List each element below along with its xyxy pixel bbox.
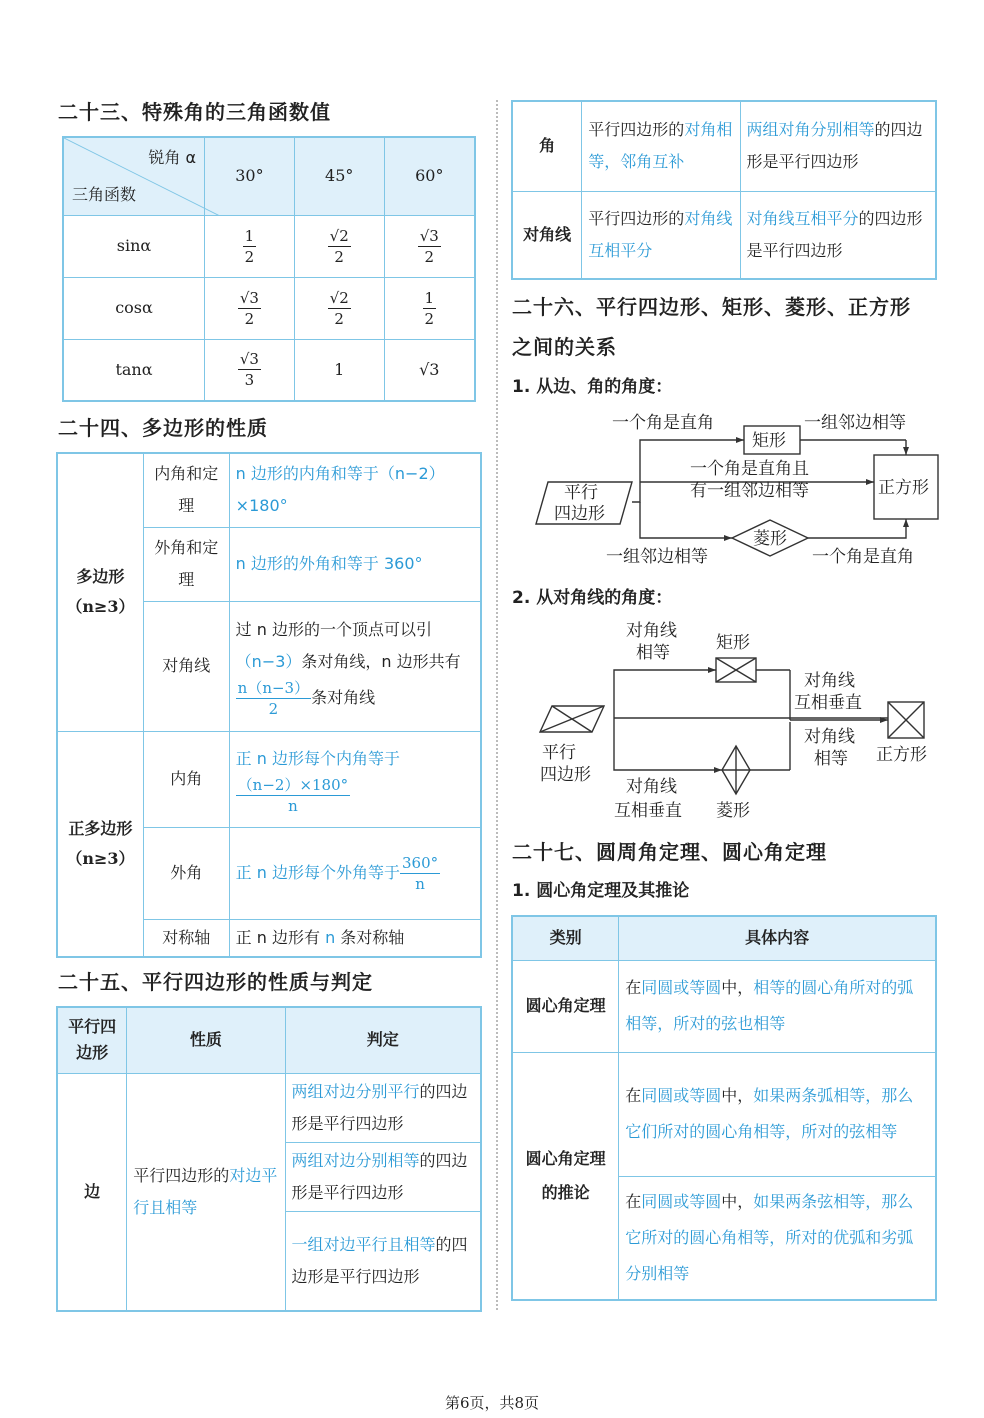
symmetry-text: 正 n 边形有 bbox=[235, 927, 326, 947]
section-27-sub1: 1. 圆心角定理及其推论 bbox=[512, 881, 690, 901]
exterior-angle-sum-text: n 边形的外角和等于 360° bbox=[229, 527, 481, 601]
fraction-denominator: n bbox=[415, 874, 425, 893]
angle-criterion-cell bbox=[740, 101, 936, 191]
content-highlight: 同圆或等圆 bbox=[641, 978, 722, 997]
row-label: 对称轴 bbox=[143, 919, 229, 957]
criterion-highlight: 两组对边分别相等 bbox=[291, 1150, 420, 1170]
side-property-text: 平行四边形的 bbox=[133, 1165, 230, 1185]
content-text: 在 bbox=[625, 1086, 642, 1105]
header-parallelogram: 平行四边形 bbox=[57, 1007, 127, 1073]
para-label: 四边形 bbox=[540, 765, 591, 785]
edge-label: 对角线 bbox=[804, 727, 855, 747]
corollary-label: 圆心角定理的推论 bbox=[512, 1052, 619, 1300]
fraction-denominator: 2 bbox=[244, 309, 255, 328]
diagonal-property-text: 平行四边形的 bbox=[588, 208, 685, 228]
trig-fraction bbox=[243, 226, 257, 267]
parallelogram-table-left bbox=[56, 1006, 482, 1312]
side-criterion-3 bbox=[285, 1211, 481, 1311]
central-angle-table bbox=[511, 915, 937, 1301]
rect-label: 矩形 bbox=[752, 431, 786, 451]
trig-fn-label: sinα bbox=[63, 215, 205, 277]
corollary-content-1 bbox=[619, 1052, 936, 1176]
edge-label: 有一组邻边相等 bbox=[690, 481, 809, 501]
side-criterion-2 bbox=[285, 1142, 481, 1211]
para-label: 平行 bbox=[542, 743, 576, 763]
polygon-condition: （n≥3） bbox=[66, 597, 135, 617]
interior-angle-text: 正 n 边形每个内角等于 bbox=[235, 748, 400, 768]
edge-label: 一个角是直角 bbox=[812, 547, 914, 567]
trig-fraction bbox=[238, 349, 261, 390]
content-text: 在 bbox=[625, 1191, 642, 1211]
interior-angle-text-cell bbox=[229, 731, 481, 827]
interior-angle-sum-text: n 边形的内角和等于（n−2）×180° bbox=[229, 453, 481, 527]
fraction-numerator: √3 bbox=[239, 350, 259, 369]
section-27-title: 二十七、圆周角定理、圆心角定理 bbox=[512, 840, 827, 864]
side-label: 边 bbox=[57, 1073, 127, 1311]
edge-label: 对角线 bbox=[804, 671, 855, 691]
row-label: 外角 bbox=[143, 827, 229, 919]
criterion-highlight: 一组对边平行且相等 bbox=[291, 1234, 436, 1254]
criterion-highlight: 两组对角分别相等 bbox=[746, 120, 875, 140]
content-highlight: 同圆或等圆 bbox=[641, 1191, 722, 1211]
rhombus-label: 菱形 bbox=[753, 529, 787, 549]
fraction-denominator: 2 bbox=[334, 247, 344, 266]
diagonals-diagram bbox=[520, 612, 950, 828]
trig-value bbox=[384, 277, 475, 339]
trig-value bbox=[294, 215, 384, 277]
edge-label: 对角线 bbox=[626, 777, 677, 797]
side-property-cell bbox=[127, 1073, 285, 1311]
exterior-angle-text-cell bbox=[229, 827, 481, 919]
criterion-highlight: 对角线互相平分 bbox=[746, 208, 859, 228]
para-label: 平行 bbox=[564, 483, 598, 503]
trig-value bbox=[205, 277, 295, 339]
square-label: 正方形 bbox=[876, 745, 927, 765]
criterion-text: 的四边形是平行四边形 bbox=[746, 120, 923, 172]
trig-fraction bbox=[328, 288, 351, 329]
page-footer: 第6页，共8页 bbox=[444, 1394, 540, 1412]
diagonal-text-cell bbox=[229, 601, 481, 731]
section-23-title: 二十三、特殊角的三角函数值 bbox=[58, 100, 331, 124]
row-label: 外角和定理 bbox=[143, 527, 229, 601]
edge-label: 相等 bbox=[636, 643, 670, 663]
corner-top-label: 锐角 α bbox=[148, 148, 196, 167]
angle-header: 45° bbox=[294, 137, 384, 215]
theorem-content bbox=[619, 960, 936, 1052]
edge-label: 互相垂直 bbox=[614, 801, 682, 821]
fraction-numerator: √3 bbox=[239, 288, 259, 307]
trig-fraction bbox=[418, 226, 441, 267]
para-label: 四边形 bbox=[554, 504, 605, 524]
corner-bottom-label: 三角函数 bbox=[72, 184, 137, 204]
trig-value-text: √3 bbox=[419, 359, 440, 379]
criterion-text: 的四边形是平行四边形 bbox=[746, 208, 923, 260]
edge-label: 互相垂直 bbox=[794, 693, 862, 713]
row-label: 内角 bbox=[143, 731, 229, 827]
fraction-denominator: 2 bbox=[268, 699, 279, 718]
edge-label: 一组邻边相等 bbox=[804, 413, 906, 433]
corollary-content-2 bbox=[619, 1176, 936, 1300]
polygon-label-cell bbox=[57, 453, 143, 731]
trig-value bbox=[384, 339, 475, 401]
fraction-numerator: √2 bbox=[329, 226, 349, 245]
section-26-title-line2: 之间的关系 bbox=[512, 335, 617, 359]
criterion-text: 的四边形是平行四边形 bbox=[291, 1150, 468, 1202]
fraction-numerator: √2 bbox=[329, 288, 349, 307]
interior-angle-fraction bbox=[236, 775, 350, 816]
symmetry-text: 条对称轴 bbox=[335, 927, 405, 947]
edge-label: 一个角是直角 bbox=[612, 413, 714, 433]
header-criterion: 判定 bbox=[285, 1007, 481, 1073]
sides-angles-diagram bbox=[520, 400, 950, 580]
section-24-title: 二十四、多边形的性质 bbox=[58, 416, 268, 440]
edge-label: 一个角是直角且 bbox=[690, 459, 809, 479]
fraction-denominator: 2 bbox=[424, 309, 435, 328]
diagonal-text: 条对角线 bbox=[311, 687, 376, 707]
diagonal-property-cell bbox=[582, 191, 740, 279]
angle-property-text: 平行四边形的 bbox=[588, 120, 685, 140]
symmetry-count: n bbox=[325, 927, 336, 947]
content-text: 在 bbox=[625, 978, 642, 997]
diagonal-property-highlight: 对角线互相平分 bbox=[588, 208, 733, 260]
content-highlight: 如果两条弧相等，那么它们所对的圆心角相等，所对的弦相等 bbox=[625, 1086, 914, 1141]
fraction-numerator: √3 bbox=[419, 226, 439, 245]
trig-value-text: 1 bbox=[334, 359, 345, 379]
fraction-denominator: 2 bbox=[244, 247, 255, 266]
edge-label: 相等 bbox=[814, 749, 848, 769]
square-label: 正方形 bbox=[878, 478, 929, 498]
diagonal-text: 过 n 边形的一个顶点可以引 bbox=[235, 619, 432, 639]
central-angle-theorem-label: 圆心角定理 bbox=[512, 960, 619, 1052]
trig-value bbox=[294, 277, 384, 339]
regular-polygon-label-cell bbox=[57, 731, 143, 957]
row-label: 内角和定理 bbox=[143, 453, 229, 527]
diagonal-count: （n−3） bbox=[235, 651, 302, 671]
rhombus-label: 菱形 bbox=[716, 801, 750, 821]
fraction-denominator: 3 bbox=[244, 371, 255, 390]
fraction-numerator: n（n−3） bbox=[237, 678, 310, 697]
content-text: 中， bbox=[721, 978, 754, 997]
trig-fn-label: tanα bbox=[63, 339, 205, 401]
header-category: 类别 bbox=[512, 916, 619, 960]
trig-values-table bbox=[62, 136, 476, 402]
section-26-sub2: 2. 从对角线的角度： bbox=[512, 588, 673, 608]
section-26-sub1: 1. 从边、角的角度： bbox=[512, 377, 673, 397]
content-highlight: 同圆或等圆 bbox=[641, 1086, 722, 1105]
angle-label: 角 bbox=[512, 101, 582, 191]
row-label: 对角线 bbox=[143, 601, 229, 731]
diagonal-text: 条对角线，n 边形共有 bbox=[301, 651, 461, 671]
content-text: 中， bbox=[721, 1191, 754, 1211]
section-26-title-line1: 二十六、平行四边形、矩形、菱形、正方形 bbox=[512, 295, 911, 319]
edge-label: 一组邻边相等 bbox=[606, 547, 708, 567]
header-content: 具体内容 bbox=[619, 916, 936, 960]
table-corner-cell bbox=[63, 137, 205, 215]
side-criterion-1 bbox=[285, 1073, 481, 1142]
content-highlight: 如果两条弦相等，那么它所对的圆心角相等，所对的优弧和劣弧分别相等 bbox=[625, 1191, 914, 1283]
criterion-text: 的四边形是平行四边形 bbox=[291, 1081, 468, 1133]
fraction-numerator: （n−2）×180° bbox=[237, 775, 349, 794]
polygon-label: 多边形 bbox=[76, 567, 125, 587]
fraction-denominator: n bbox=[288, 796, 298, 815]
trig-fn-label: cosα bbox=[63, 277, 205, 339]
trig-fraction bbox=[423, 288, 437, 329]
diagonal-fraction bbox=[236, 678, 311, 719]
diagonal-criterion-cell bbox=[740, 191, 936, 279]
trig-fraction bbox=[328, 226, 351, 267]
angle-property-cell bbox=[582, 101, 740, 191]
trig-value bbox=[294, 339, 384, 401]
content-highlight: 相等的圆心角所对的弧相等，所对的弦也相等 bbox=[625, 978, 914, 1033]
angle-header: 60° bbox=[384, 137, 475, 215]
fraction-numerator: 1 bbox=[244, 226, 255, 245]
section-25-title: 二十五、平行四边形的性质与判定 bbox=[58, 970, 373, 994]
exterior-angle-text: 正 n 边形每个外角等于 bbox=[235, 862, 400, 882]
trig-fraction bbox=[238, 288, 261, 329]
regular-polygon-condition: （n≥3） bbox=[66, 848, 135, 868]
diagonal-label: 对角线 bbox=[512, 191, 582, 279]
symmetry-axis-cell bbox=[229, 919, 481, 957]
trig-value bbox=[384, 215, 475, 277]
side-property-highlight: 对边平行且相等 bbox=[133, 1165, 278, 1217]
fraction-denominator: 2 bbox=[334, 309, 344, 328]
edge-label: 对角线 bbox=[626, 621, 677, 641]
trig-value bbox=[205, 215, 295, 277]
fraction-numerator: 360° bbox=[402, 853, 439, 872]
fraction-denominator: 2 bbox=[424, 247, 435, 266]
content-text: 中， bbox=[721, 1086, 754, 1105]
header-property: 性质 bbox=[127, 1007, 285, 1073]
exterior-angle-fraction bbox=[400, 853, 440, 894]
trig-value bbox=[205, 339, 295, 401]
angle-property-highlight: 对角相等，邻角互补 bbox=[588, 120, 733, 172]
angle-header: 30° bbox=[205, 137, 295, 215]
criterion-highlight: 两组对边分别平行 bbox=[291, 1081, 420, 1101]
regular-polygon-label: 正多边形 bbox=[68, 818, 133, 838]
rect-label: 矩形 bbox=[716, 633, 750, 653]
parallelogram-table-right bbox=[511, 100, 937, 280]
criterion-text: 的四边形是平行四边形 bbox=[291, 1234, 468, 1286]
column-divider bbox=[496, 100, 498, 1310]
polygon-properties-table bbox=[56, 452, 482, 958]
fraction-numerator: 1 bbox=[424, 288, 435, 307]
